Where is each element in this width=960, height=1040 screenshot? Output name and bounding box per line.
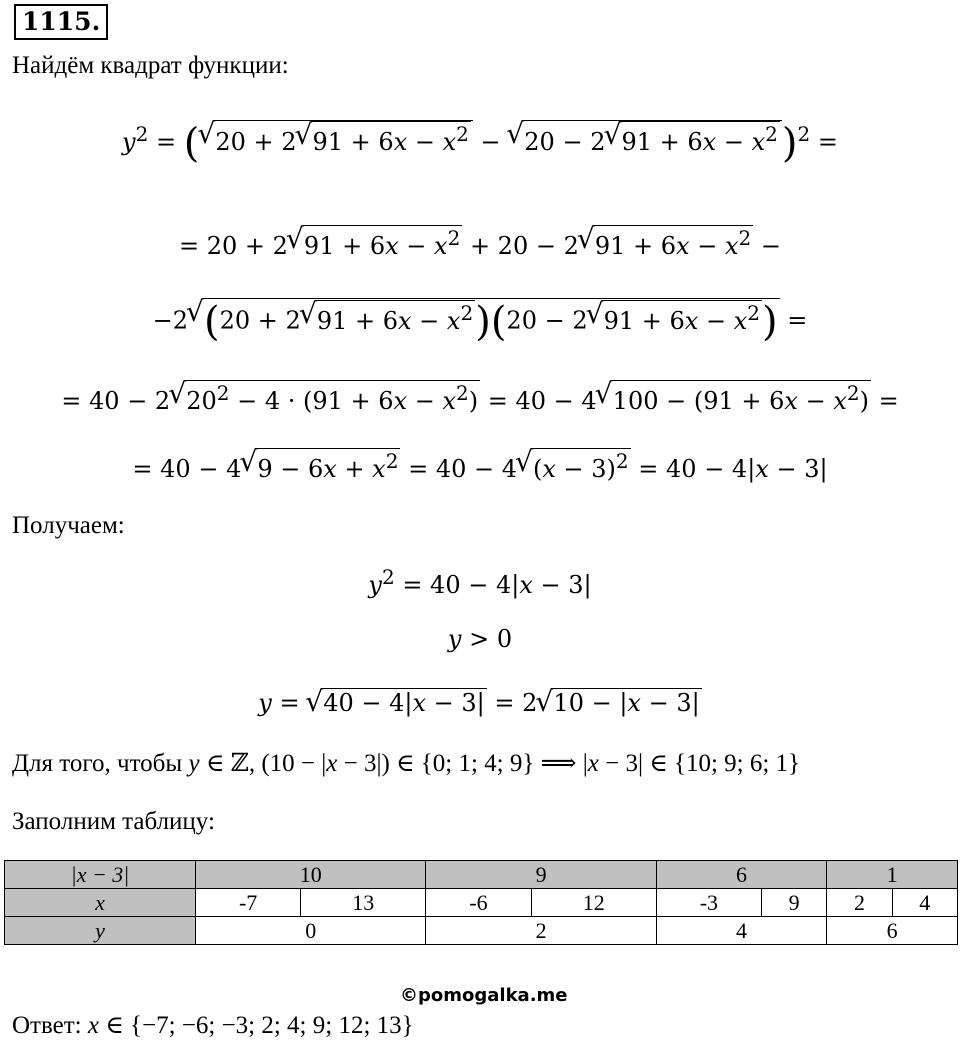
table-cell: -7 xyxy=(196,889,301,917)
table-cell: 2 xyxy=(827,889,892,917)
values-table xyxy=(4,860,958,945)
fill-table-text: Заполним таблицу: xyxy=(12,808,215,835)
equation-square: $y^2$ = (√ 20 + 2√ $91 + 6x - x^2$ − √ 20 − 2√ $91 + 6x - x^2$ )$^2$ = xyxy=(0,120,960,167)
table-cell: 2 xyxy=(426,917,656,945)
table-cell: 4 xyxy=(892,889,957,917)
table-cell: 1 xyxy=(827,861,958,889)
table-cell: 6 xyxy=(827,917,958,945)
table-cell: 6 xyxy=(656,861,827,889)
getting-text: Получаем: xyxy=(12,512,125,539)
table-cell: 4 xyxy=(656,917,827,945)
row-label: |x − 3| xyxy=(5,861,196,889)
result-y: y = √ 40 − 4|x − 3| = 2√ 10 − |x − 3| xyxy=(0,688,960,717)
condition-text: Для того, чтобы y ∈ ℤ, (10 − |x − 3|) ∈ {0; 1; 4; 9} ⟹ |x − 3| ∈ {10; 9; 6; 1} xyxy=(12,750,801,777)
watermark: ©pomogalka.me xyxy=(400,985,568,1006)
result-y-squared: $y^2 = 40 - 4|x - 3|$ xyxy=(368,565,592,599)
equation-simplify: = 40 − 2√ $20^2 - 4 \cdot (91 + 6x - x^2) = 40 - 4√$ $100 - (91 + 6x - x^2)$ = xyxy=(0,380,960,415)
table-cell: 0 xyxy=(196,917,426,945)
problem-number: 1115. xyxy=(14,4,108,40)
table-row xyxy=(5,917,958,945)
table-row xyxy=(5,861,958,889)
equation-expand: = 20 + 2√ $91 + 6x - x^2 + 20 - 2√$ $91 + 6x - x^2$ − xyxy=(0,225,960,260)
table-cell: 9 xyxy=(426,861,656,889)
table-cell: 9 xyxy=(761,889,826,917)
equation-product: −2√ (20 + 2√ $91 + 6x - x^2)(20 - 2√$ $91 + 6x - x^2$) = xyxy=(0,298,960,345)
answer-text: Ответ: x ∈ {−7; −6; −3; 2; 4; 9; 12; 13} xyxy=(12,1012,414,1039)
table-cell: -3 xyxy=(656,889,761,917)
intro-text: Найдём квадрат функции: xyxy=(12,52,289,79)
table-cell: 13 xyxy=(301,889,426,917)
table-cell: -6 xyxy=(426,889,531,917)
equation-final: = 40 − 4√ $9 - 6x + x^2 = 40 - 4√$ $(x - 3)^2 = 40 - 4|x - 3|$ xyxy=(0,448,960,483)
table-cell: 10 xyxy=(196,861,426,889)
result-y-positive: y > 0 xyxy=(447,625,513,653)
table-cell: 12 xyxy=(531,889,656,917)
row-label: y xyxy=(5,917,196,945)
row-label: x xyxy=(5,889,196,917)
table-row xyxy=(5,889,958,917)
